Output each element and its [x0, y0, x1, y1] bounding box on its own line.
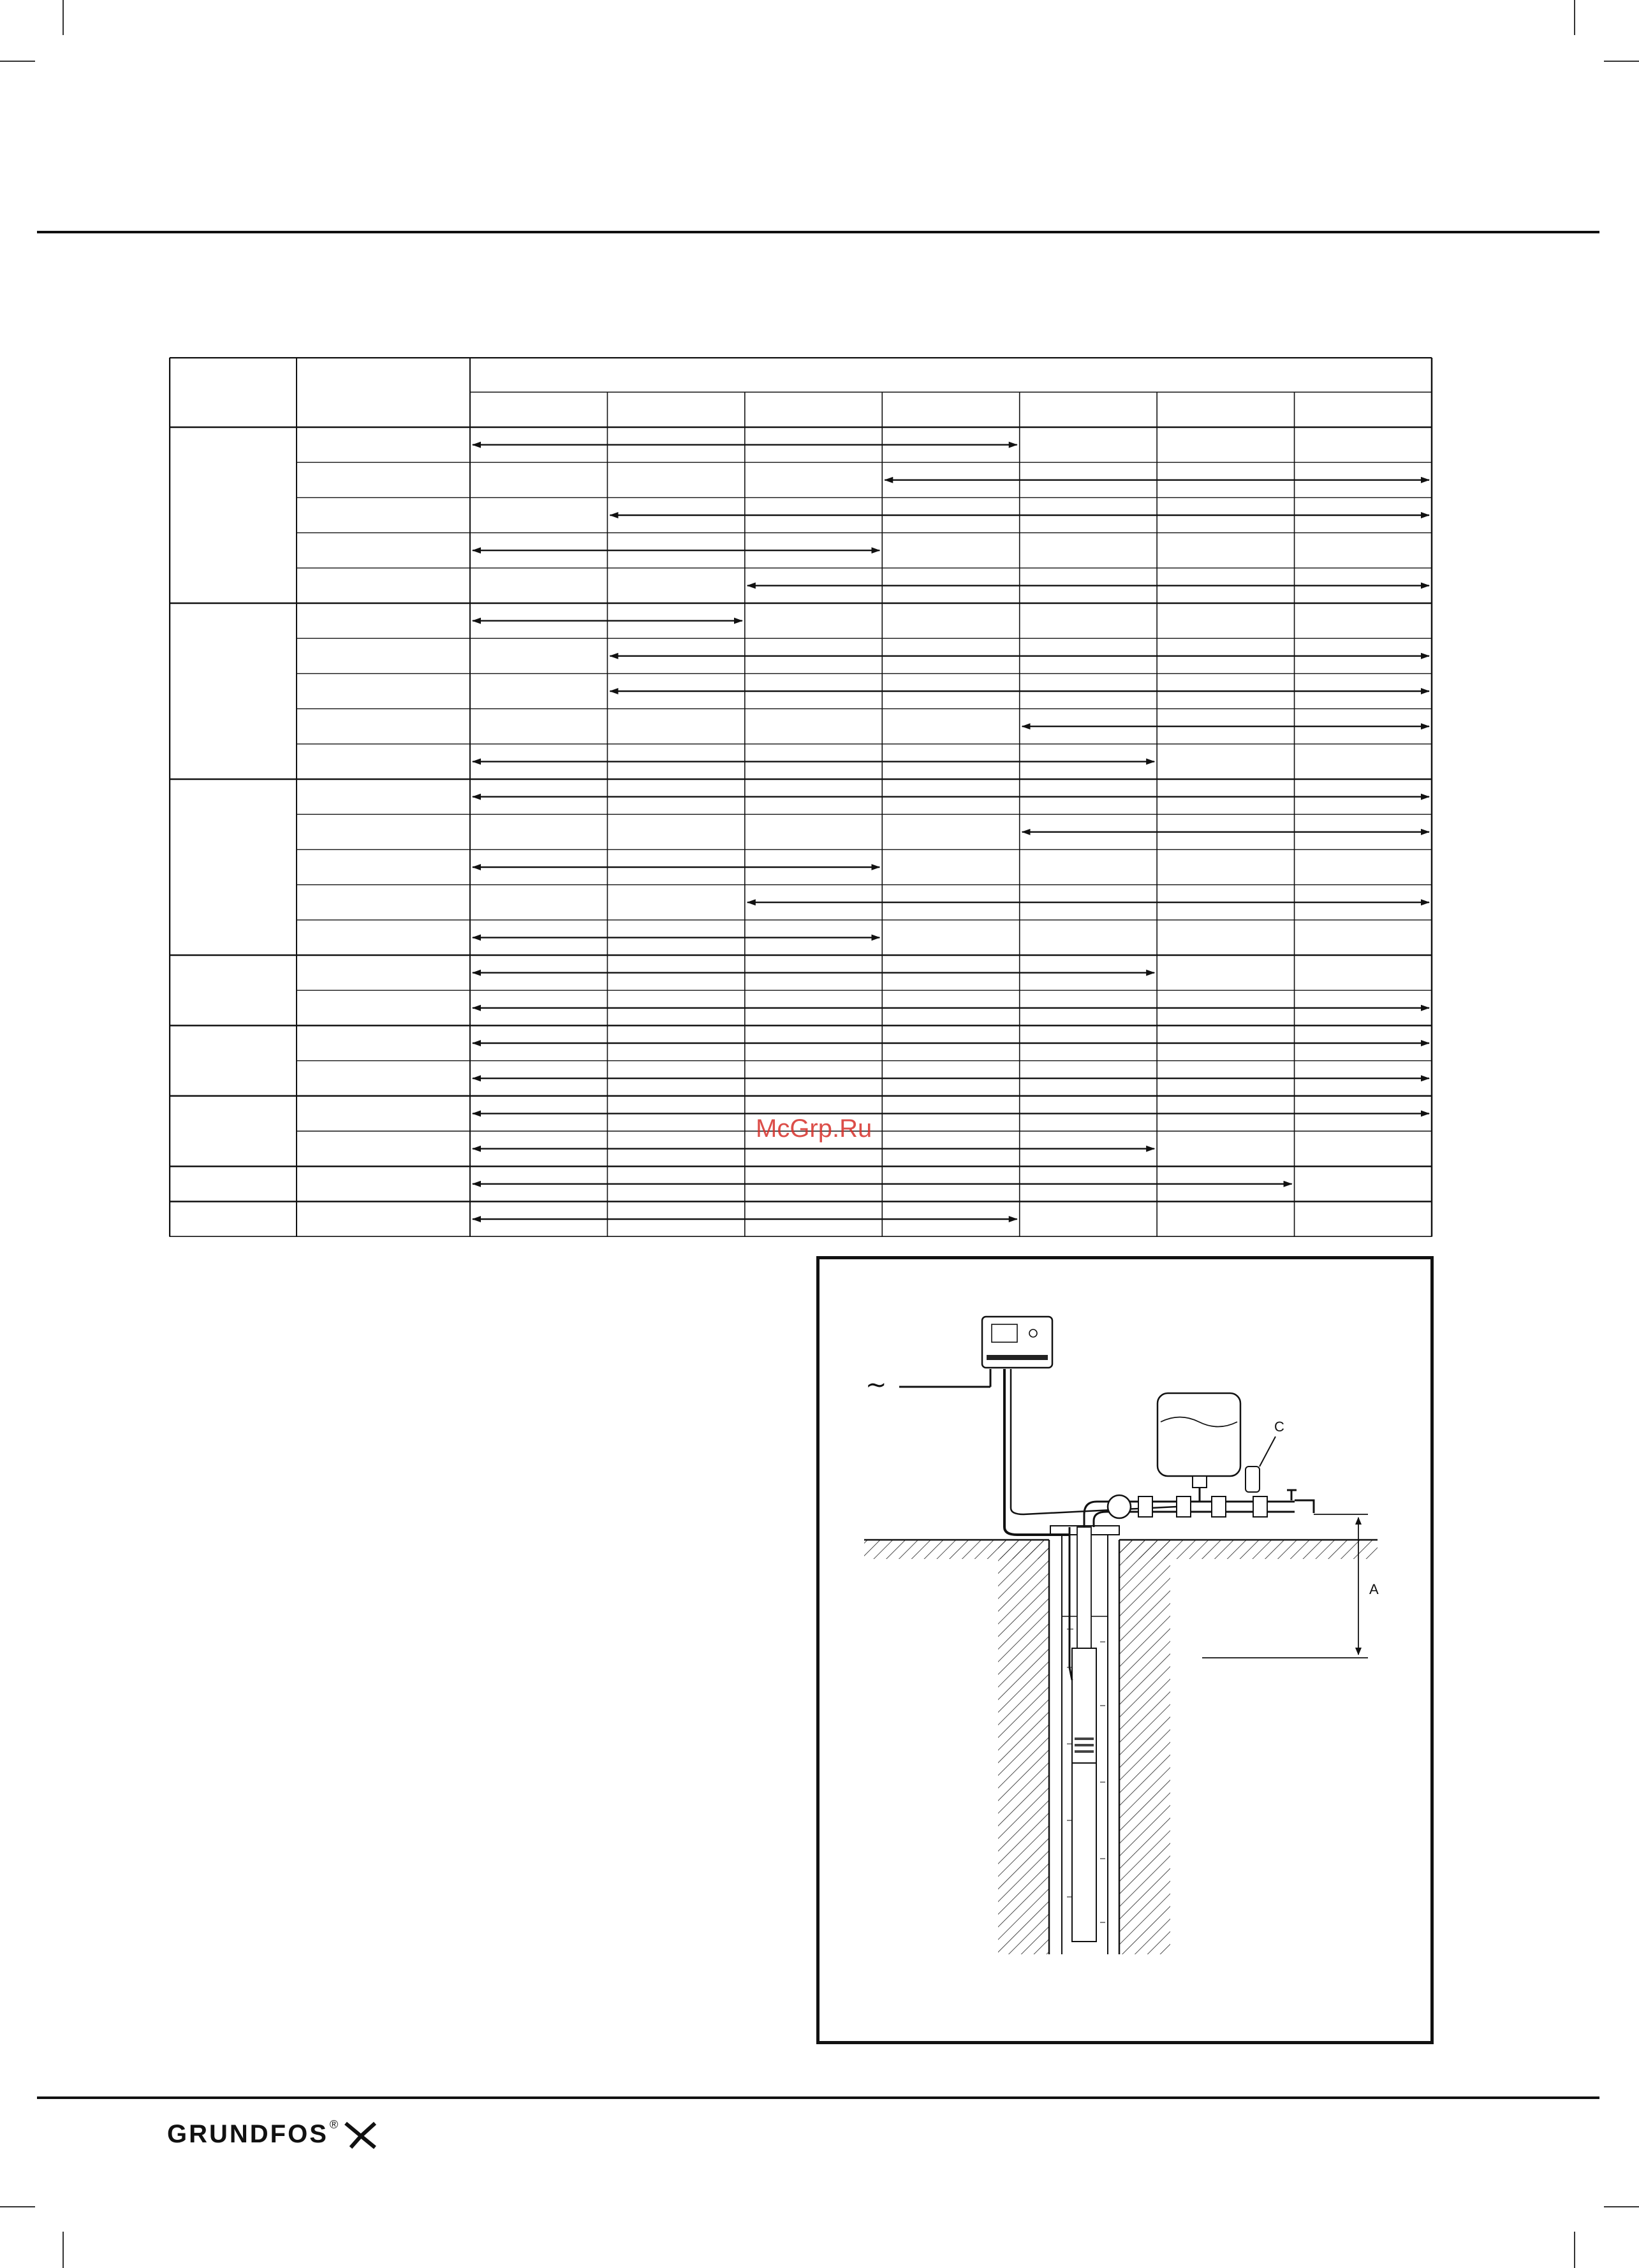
pressure-tank: [1158, 1393, 1240, 1476]
label-a: A: [1369, 1581, 1379, 1597]
crop-mark: [1604, 2206, 1639, 2207]
crop-mark: [0, 61, 35, 62]
pump-cable: [1004, 1369, 1069, 1535]
riser-pipe: [1077, 1527, 1091, 1648]
installation-illustration: [816, 1256, 1434, 2044]
grundfos-x-mark-icon: [342, 2118, 380, 2150]
borehole-wall-right: [1119, 1540, 1170, 1954]
label-c: C: [1274, 1419, 1284, 1435]
range-table-drawing: [169, 357, 1433, 1237]
pressure-gauge: [1108, 1495, 1131, 1518]
pump-motor: [1072, 1763, 1096, 1942]
sensor-cable: [1011, 1369, 1177, 1514]
crop-mark: [1574, 0, 1575, 35]
supply-symbol: ~: [865, 1370, 887, 1400]
crop-mark: [1604, 61, 1639, 62]
watermark: McGrp.Ru: [756, 1115, 872, 1143]
tap: [1295, 1500, 1314, 1513]
grundfos-logo: [167, 2118, 380, 2150]
crop-mark: [0, 2206, 35, 2207]
crop-mark: [62, 2232, 64, 2268]
pressure-switch: [1246, 1467, 1260, 1492]
footer-rule: [37, 2096, 1599, 2099]
application-range-table: [169, 357, 1433, 1237]
borehole-wall-left: [998, 1540, 1049, 1954]
header-rule: [37, 231, 1599, 233]
crop-mark: [62, 0, 64, 35]
registered-mark: ®: [329, 2118, 339, 2131]
brand-name: GRUNDFOS: [167, 2119, 328, 2148]
crop-mark: [1574, 2232, 1575, 2268]
borehole-installation-drawing: [819, 1259, 1430, 2041]
